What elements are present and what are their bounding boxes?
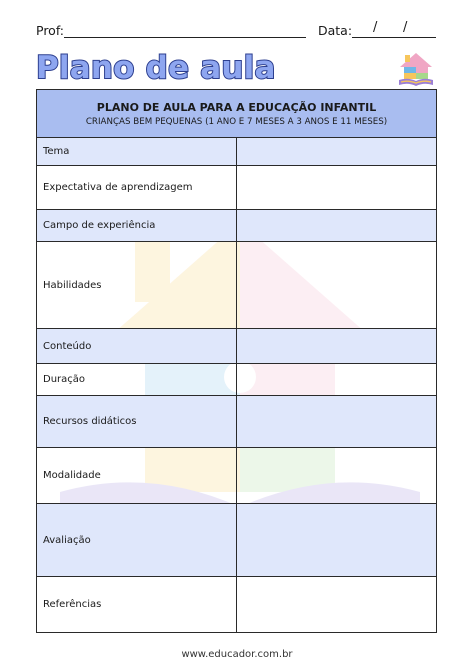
table-subheading: CRIANÇAS BEM PEQUENAS (1 ANO E 7 MESES A 3 ANOS E 11 MESES) bbox=[85, 116, 388, 127]
prof-field-line[interactable] bbox=[64, 37, 306, 38]
date-label: Data: bbox=[318, 23, 353, 38]
table-row bbox=[37, 364, 437, 396]
row-label: Recursos didáticos bbox=[37, 396, 237, 448]
page-title: Plano de aula bbox=[36, 50, 276, 86]
table-row bbox=[37, 396, 437, 448]
row-value-cell[interactable] bbox=[237, 448, 437, 504]
row-value-cell[interactable] bbox=[237, 364, 437, 396]
date-separator: / bbox=[403, 20, 408, 35]
row-label: Conteúdo bbox=[37, 329, 237, 364]
header bbox=[0, 0, 474, 50]
prof-label: Prof: bbox=[36, 23, 64, 38]
table-row bbox=[37, 504, 437, 577]
footer-website: www.educador.com.br bbox=[181, 649, 293, 660]
date-separator: / bbox=[373, 20, 378, 35]
row-value-cell[interactable] bbox=[237, 329, 437, 364]
row-label: Habilidades bbox=[37, 242, 237, 329]
row-value-cell[interactable] bbox=[237, 504, 437, 577]
table-row bbox=[37, 210, 437, 242]
house-puzzle-logo-icon bbox=[396, 49, 436, 89]
row-label: Duração bbox=[37, 364, 237, 396]
table-row bbox=[37, 329, 437, 364]
row-value-cell[interactable] bbox=[237, 210, 437, 242]
table-row bbox=[37, 448, 437, 504]
row-value-cell[interactable] bbox=[237, 166, 437, 210]
row-label: Avaliação bbox=[37, 504, 237, 577]
table-row bbox=[37, 138, 437, 166]
row-label: Referências bbox=[37, 577, 237, 633]
date-field-line[interactable] bbox=[352, 37, 436, 38]
lesson-plan-table bbox=[36, 89, 437, 633]
row-label: Campo de experiência bbox=[37, 210, 237, 242]
table-row bbox=[37, 577, 437, 633]
row-value-cell[interactable] bbox=[237, 138, 437, 166]
table-row bbox=[37, 166, 437, 210]
row-label: Expectativa de aprendizagem bbox=[37, 166, 237, 210]
row-label: Modalidade bbox=[37, 448, 237, 504]
row-label: Tema bbox=[37, 138, 237, 166]
table-heading-cell bbox=[37, 90, 437, 138]
table-row bbox=[37, 242, 437, 329]
row-value-cell[interactable] bbox=[237, 577, 437, 633]
row-value-cell[interactable] bbox=[237, 396, 437, 448]
table-heading: PLANO DE AULA PARA A EDUCAÇÃO INFANTIL bbox=[96, 100, 377, 114]
row-value-cell[interactable] bbox=[237, 242, 437, 329]
